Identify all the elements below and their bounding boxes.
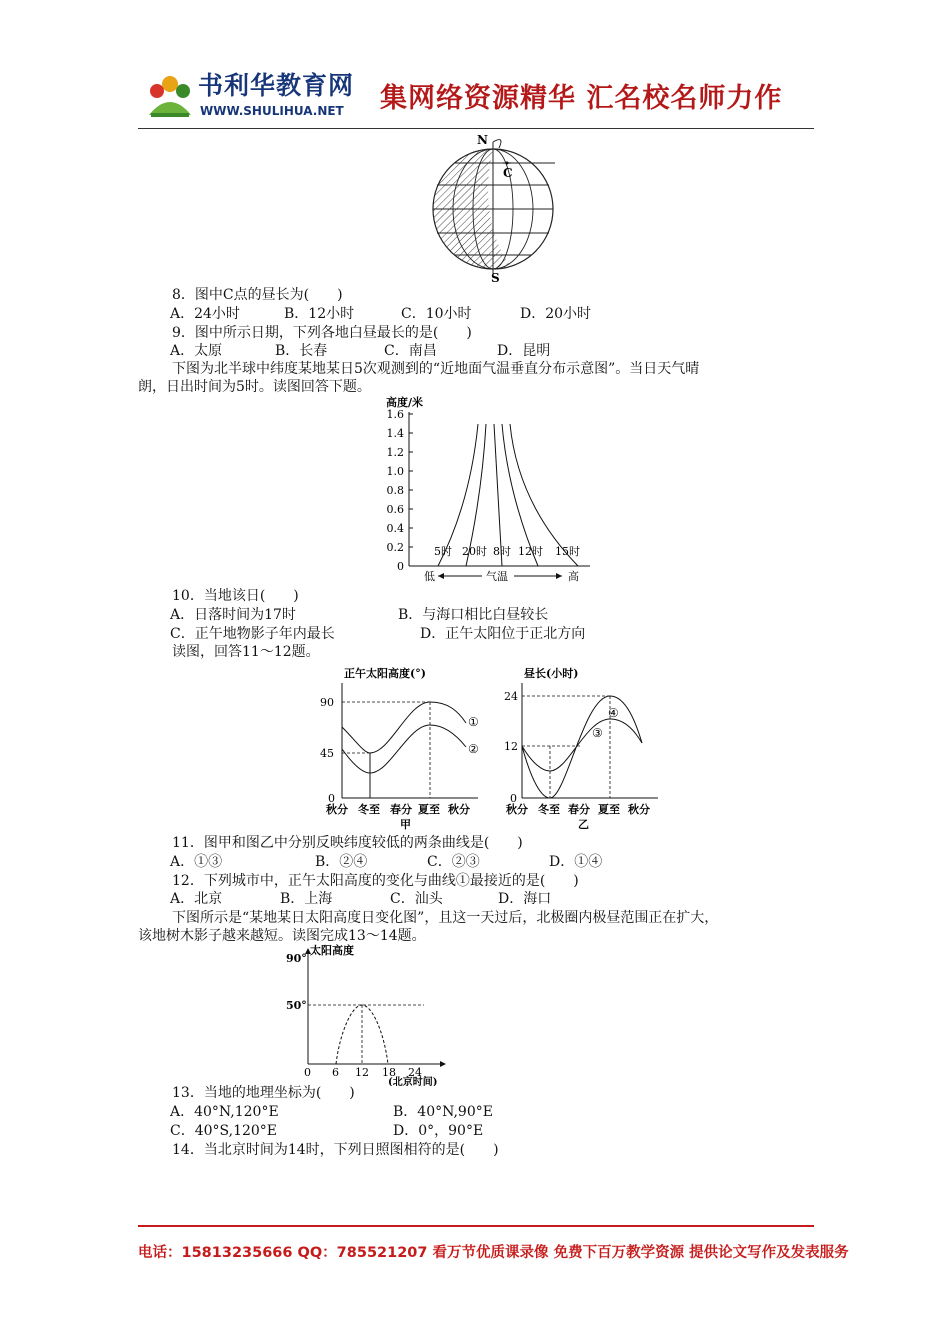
jia-curve-1	[342, 702, 466, 753]
question-10-stem: 10．当地该日( )	[172, 588, 299, 604]
jia-label-1: ①	[468, 715, 479, 729]
logo-url: WWW.SHULIHUA.NET	[200, 104, 344, 118]
temp-ytick-label: 0.4	[386, 522, 404, 535]
jia-ytick-90: 90	[320, 696, 334, 709]
yi-xtick-4: 夏至	[598, 803, 620, 816]
temp-x-low: 低	[424, 570, 435, 583]
question-12-option-c: C．汕头	[390, 891, 443, 907]
jia-xtick-2: 冬至	[358, 803, 380, 816]
chart-jia	[318, 663, 488, 833]
logo-icon	[145, 69, 195, 123]
intro-temp-line-1: 下图为北半球中纬度某地某日5次观测到的“近地面气温垂直分布示意图”。当日天气晴	[172, 361, 700, 377]
header-rule	[138, 128, 814, 129]
question-10-option-b: B．与海口相比白昼较长	[398, 607, 549, 623]
temperature-chart	[378, 394, 598, 586]
question-8-option-c: C．10小时	[401, 306, 472, 322]
north-label: N	[477, 133, 488, 147]
question-10-option-c: C．正午地物影子年内最长	[170, 626, 335, 642]
jia-ytick-45: 45	[320, 747, 334, 760]
footer-contact: 电话：15813235666 QQ：785521207 看万节优质课录像 免费下百万教学资源 提供论文写作及发表服务	[138, 1245, 849, 1261]
sun-xtick-0: 0	[304, 1066, 311, 1079]
temp-x-high: 高	[568, 570, 579, 583]
temp-ytick-label: 1.2	[386, 446, 404, 459]
south-label: S	[491, 271, 500, 284]
globe-diagram	[415, 130, 575, 284]
temp-ytick-label: 0.2	[386, 541, 404, 554]
sun-xtick-12: 12	[355, 1066, 369, 1079]
intro-sun-line-1: 下图所示是“某地某日太阳高度日变化图”，且这一天过后，北极圈内极昼范围正在扩大，	[172, 910, 719, 926]
question-12-option-d: D．海口	[498, 891, 552, 907]
temp-ytick-label: 0	[397, 560, 404, 573]
temp-ytick-label: 0.6	[386, 503, 404, 516]
question-8-option-a: A．24小时	[170, 306, 240, 322]
footer-rule	[138, 1225, 814, 1227]
sun-xtick-18: 18	[382, 1066, 396, 1079]
sun-xtick-24: 24	[408, 1066, 422, 1079]
temp-x-mid: 气温	[486, 570, 508, 583]
jia-xtick-3: 春分	[390, 803, 412, 816]
question-11-option-a: A．①③	[170, 854, 223, 870]
yi-xtick-1: 秋分	[506, 803, 528, 816]
question-12-stem: 12．下列城市中，正午太阳高度的变化与曲线①最接近的是( )	[172, 873, 579, 889]
intro-11-12: 读图，回答11～12题。	[172, 644, 320, 660]
question-8-stem: 8．图中C点的昼长为( )	[172, 287, 343, 303]
logo-name: 书利华教育网	[198, 71, 355, 100]
sun-ytick-90: 90°	[286, 952, 307, 965]
yi-ylabel: 昼长(小时)	[524, 667, 579, 680]
jia-caption: 甲	[400, 818, 411, 831]
yi-ytick-12: 12	[504, 740, 518, 753]
sun-xlabel: (北京时间)	[388, 1077, 438, 1086]
header	[140, 64, 820, 128]
jia-ytick-0: 0	[328, 792, 335, 805]
yi-xtick-5: 秋分	[628, 803, 650, 816]
question-11-option-c: C．②③	[427, 854, 480, 870]
jia-xtick-5: 秋分	[448, 803, 470, 816]
temp-chart-ylabel: 高度/米	[386, 396, 424, 409]
yi-curve-3	[522, 719, 642, 771]
jia-xtick-4: 夏至	[418, 803, 440, 816]
temp-ytick-label: 1.4	[386, 427, 404, 440]
question-12-option-a: A．北京	[170, 891, 223, 907]
intro-sun-line-2: 该地树木影子越来越短。读图完成13～14题。	[138, 928, 426, 944]
question-13-stem: 13．当地的地理坐标为( )	[172, 1085, 355, 1101]
yi-ytick-0: 0	[510, 792, 517, 805]
curve-label-20h: 20时	[462, 545, 487, 558]
sun-ytick-50: 50°	[286, 999, 307, 1012]
question-12-option-b: B．上海	[280, 891, 333, 907]
question-9-option-a: A．太原	[170, 343, 223, 359]
question-10-option-a: A．日落时间为17时	[170, 607, 296, 623]
question-13-option-c: C．40°S,120°E	[170, 1123, 278, 1139]
question-9-option-d: D．昆明	[497, 343, 551, 359]
question-14-stem: 14．当北京时间为14时，下列日照图相符的是( )	[172, 1142, 499, 1158]
yi-label-3: ③	[592, 726, 603, 740]
curve-label-8h: 8时	[493, 545, 511, 558]
jia-ylabel: 正午太阳高度(°)	[344, 667, 426, 680]
question-10-option-d: D．正午太阳位于正北方向	[420, 626, 586, 642]
question-13-option-d: D．0°，90°E	[393, 1123, 484, 1139]
yi-xtick-3: 春分	[568, 803, 590, 816]
jia-label-2: ②	[468, 742, 479, 756]
question-8-option-d: D．20小时	[520, 306, 592, 322]
question-11-option-b: B．②④	[315, 854, 368, 870]
sun-chart-ylabel: 太阳高度	[310, 944, 354, 957]
temp-ytick-label: 0.8	[386, 484, 404, 497]
yi-ytick-24: 24	[504, 690, 518, 703]
yi-label-4: ④	[608, 706, 619, 720]
point-c-marker	[506, 162, 509, 165]
question-9-stem: 9．图中所示日期，下列各地白昼最长的是( )	[172, 325, 472, 341]
sun-elevation-chart	[284, 942, 454, 1086]
question-9-option-b: B．长春	[275, 343, 328, 359]
curve-label-5h: 5时	[434, 545, 452, 558]
question-11-stem: 11．图甲和图乙中分别反映纬度较低的两条曲线是( )	[172, 835, 523, 851]
question-9-option-c: C．南昌	[384, 343, 437, 359]
yi-xtick-2: 冬至	[538, 803, 560, 816]
slogan: 集网络资源精华 汇名校名师力作	[380, 83, 783, 114]
question-11-option-d: D．①④	[549, 854, 603, 870]
curve-label-12h: 12时	[518, 545, 543, 558]
intro-temp-line-2: 朗，日出时间为5时。读图回答下题。	[138, 379, 371, 395]
question-13-option-a: A．40°N,120°E	[170, 1104, 279, 1120]
sun-xtick-6: 6	[332, 1066, 339, 1079]
temp-ytick-label: 1.0	[386, 465, 404, 478]
chart-yi	[502, 663, 672, 833]
question-13-option-b: B．40°N,90°E	[393, 1104, 493, 1120]
temp-ytick-label: 1.6	[386, 408, 404, 421]
yi-curve-4	[522, 696, 642, 798]
curve-label-15h: 15时	[555, 545, 580, 558]
jia-xtick-1: 秋分	[326, 803, 348, 816]
question-8-option-b: B．12小时	[284, 306, 355, 322]
point-c-label: C	[503, 166, 513, 180]
yi-caption: 乙	[578, 818, 589, 831]
jia-curve-2	[342, 725, 466, 773]
